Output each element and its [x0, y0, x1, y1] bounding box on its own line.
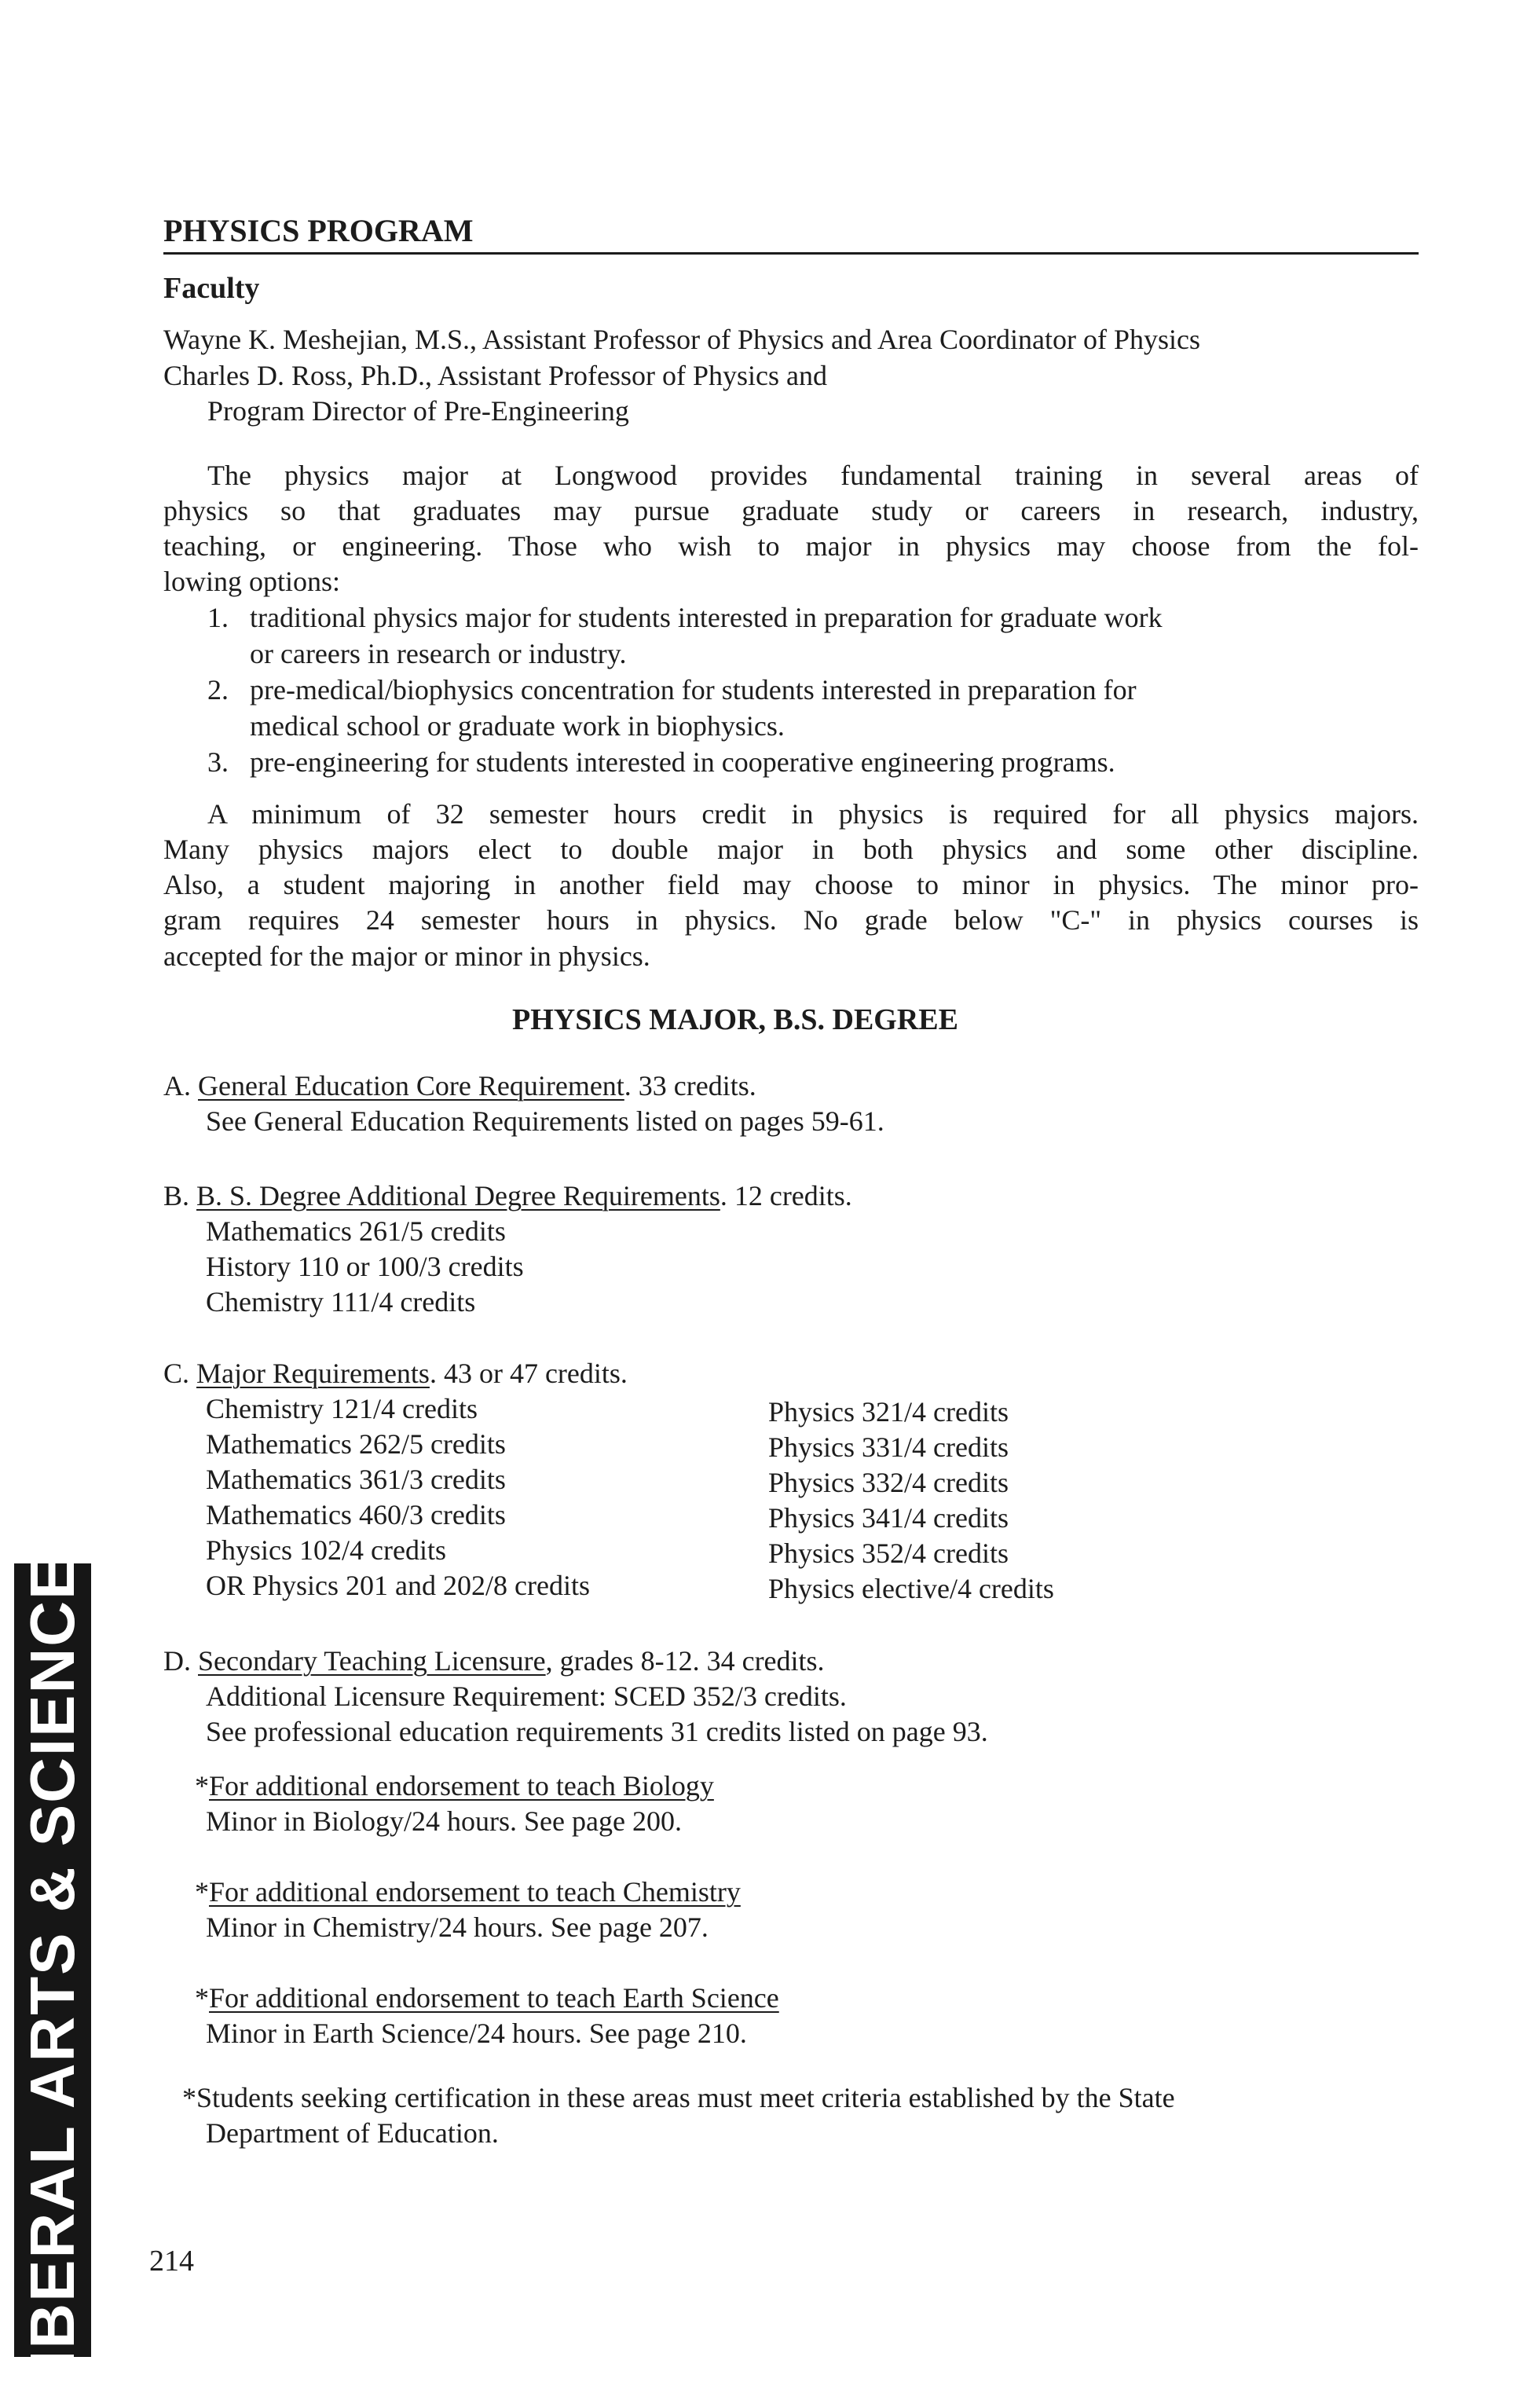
- option-text: medical school or graduate work in biophysics.: [250, 710, 785, 742]
- major-heading: PHYSICS MAJOR, B.S. DEGREE: [512, 1003, 958, 1036]
- endorsement-title: [195, 1981, 779, 2015]
- requirement-item: Physics elective/4 credits: [768, 1573, 1054, 1604]
- section-title: PHYSICS PROGRAM: [163, 213, 474, 248]
- section-d-heading: [163, 1644, 825, 1678]
- requirement-item: Mathematics 262/5 credits: [206, 1428, 506, 1460]
- faculty-member-title: Program Director of Pre-Engineering: [207, 395, 629, 427]
- side-tab: [14, 1512, 91, 2408]
- footnote-line: *Students seeking certification in these areas must meet criteria established by the State: [182, 2082, 1175, 2113]
- requirement-item: Physics 341/4 credits: [768, 1502, 1009, 1534]
- side-tab-label: LIBERAL ARTS & SCIENCES: [17, 1512, 87, 2408]
- endorsement-minor: Minor in Chemistry/24 hours. See page 207.: [206, 1911, 709, 1943]
- section-credits: . 33 credits.: [624, 1070, 756, 1101]
- section-title-underlined: B. S. Degree Additional Degree Requirements: [196, 1180, 720, 1211]
- faculty-heading: Faculty: [163, 272, 260, 305]
- requirement-item: Physics 321/4 credits: [768, 1396, 1009, 1428]
- minimum-line: A minimum of 32 semester hours credit in physics is required for all physics majors.: [207, 798, 1419, 830]
- section-letter: B.: [163, 1180, 190, 1211]
- section-title-underlined: Major Requirements: [196, 1358, 430, 1389]
- endorsement-star: *: [195, 1876, 209, 1908]
- requirement-item: Chemistry 121/4 credits: [206, 1393, 478, 1424]
- section-b-heading: [163, 1178, 852, 1213]
- requirement-item: Physics 102/4 credits: [206, 1534, 446, 1566]
- section-title-underlined: Secondary Teaching Licensure: [198, 1645, 546, 1677]
- endorsement-title-text: For additional endorsement to teach Chemistry: [209, 1876, 741, 1908]
- option-text: pre-engineering for students interested in cooperative engineering programs.: [250, 746, 1115, 778]
- endorsement-title: [195, 1875, 741, 1909]
- licensure-line: See professional education requirements 31 credits listed on page 93.: [206, 1716, 988, 1747]
- faculty-member: Charles D. Ross, Ph.D., Assistant Professor of Physics and: [163, 360, 828, 391]
- section-title-underlined: General Education Core Requirement: [198, 1070, 624, 1101]
- option-text: traditional physics major for students interested in preparation for graduate work: [250, 602, 1163, 633]
- intro-line: teaching, or engineering. Those who wish to major in physics may choose from the fol-: [163, 530, 1419, 562]
- footnote-line: Department of Education.: [206, 2117, 499, 2149]
- option-text: pre-medical/biophysics concentration for students interested in preparation for: [250, 674, 1137, 706]
- option-text: or careers in research or industry.: [250, 638, 627, 669]
- title-rule: [163, 252, 1419, 255]
- requirement-item: Chemistry 111/4 credits: [206, 1286, 476, 1318]
- section-a-note: See General Education Requirements listed on pages 59-61.: [206, 1105, 884, 1137]
- intro-line: lowing options:: [163, 566, 341, 597]
- option-number: 2.: [207, 674, 229, 706]
- requirement-item: Physics 352/4 credits: [768, 1538, 1009, 1569]
- licensure-line: Additional Licensure Requirement: SCED 352/3 credits.: [206, 1680, 847, 1712]
- section-letter: C.: [163, 1358, 190, 1389]
- faculty-member: Wayne K. Meshejian, M.S., Assistant Professor of Physics and Area Coordinator of Physics: [163, 324, 1200, 355]
- option-number: 3.: [207, 746, 229, 778]
- minimum-line: Also, a student majoring in another field may choose to minor in physics. The minor pro-: [163, 869, 1419, 900]
- minimum-line: accepted for the major or minor in physics.: [163, 940, 650, 972]
- intro-line: The physics major at Longwood provides fundamental training in several areas of: [207, 460, 1419, 491]
- option-number: 1.: [207, 602, 229, 633]
- section-credits: , grades 8-12. 34 credits.: [545, 1645, 825, 1677]
- section-credits: . 43 or 47 credits.: [429, 1358, 628, 1389]
- endorsement-minor: Minor in Biology/24 hours. See page 200.: [206, 1805, 682, 1837]
- endorsement-star: *: [195, 1982, 209, 2014]
- requirement-item: OR Physics 201 and 202/8 credits: [206, 1570, 590, 1601]
- requirement-item: Mathematics 361/3 credits: [206, 1464, 506, 1495]
- minimum-line: gram requires 24 semester hours in physics. No grade below "C-" in physics courses is: [163, 904, 1419, 936]
- endorsement-minor: Minor in Earth Science/24 hours. See page 210.: [206, 2018, 747, 2049]
- page-number: 214: [149, 2245, 194, 2278]
- section-c-heading: [163, 1356, 628, 1391]
- minimum-line: Many physics majors elect to double major in both physics and some other discipline.: [163, 834, 1419, 865]
- section-letter: A.: [163, 1070, 191, 1101]
- endorsement-title-text: For additional endorsement to teach Biology: [209, 1770, 714, 1801]
- section-letter: D.: [163, 1645, 191, 1677]
- intro-line: physics so that graduates may pursue graduate study or careers in research, industry,: [163, 495, 1419, 526]
- requirement-item: History 110 or 100/3 credits: [206, 1251, 524, 1282]
- requirement-item: Mathematics 261/5 credits: [206, 1215, 506, 1247]
- requirement-item: Physics 331/4 credits: [768, 1431, 1009, 1463]
- section-credits: . 12 credits.: [720, 1180, 852, 1211]
- endorsement-title-text: For additional endorsement to teach Earth Science: [209, 1982, 779, 2014]
- requirement-item: Physics 332/4 credits: [768, 1467, 1009, 1498]
- endorsement-title: [195, 1768, 714, 1803]
- requirement-item: Mathematics 460/3 credits: [206, 1499, 506, 1530]
- section-a-heading: [163, 1068, 756, 1103]
- endorsement-star: *: [195, 1770, 209, 1801]
